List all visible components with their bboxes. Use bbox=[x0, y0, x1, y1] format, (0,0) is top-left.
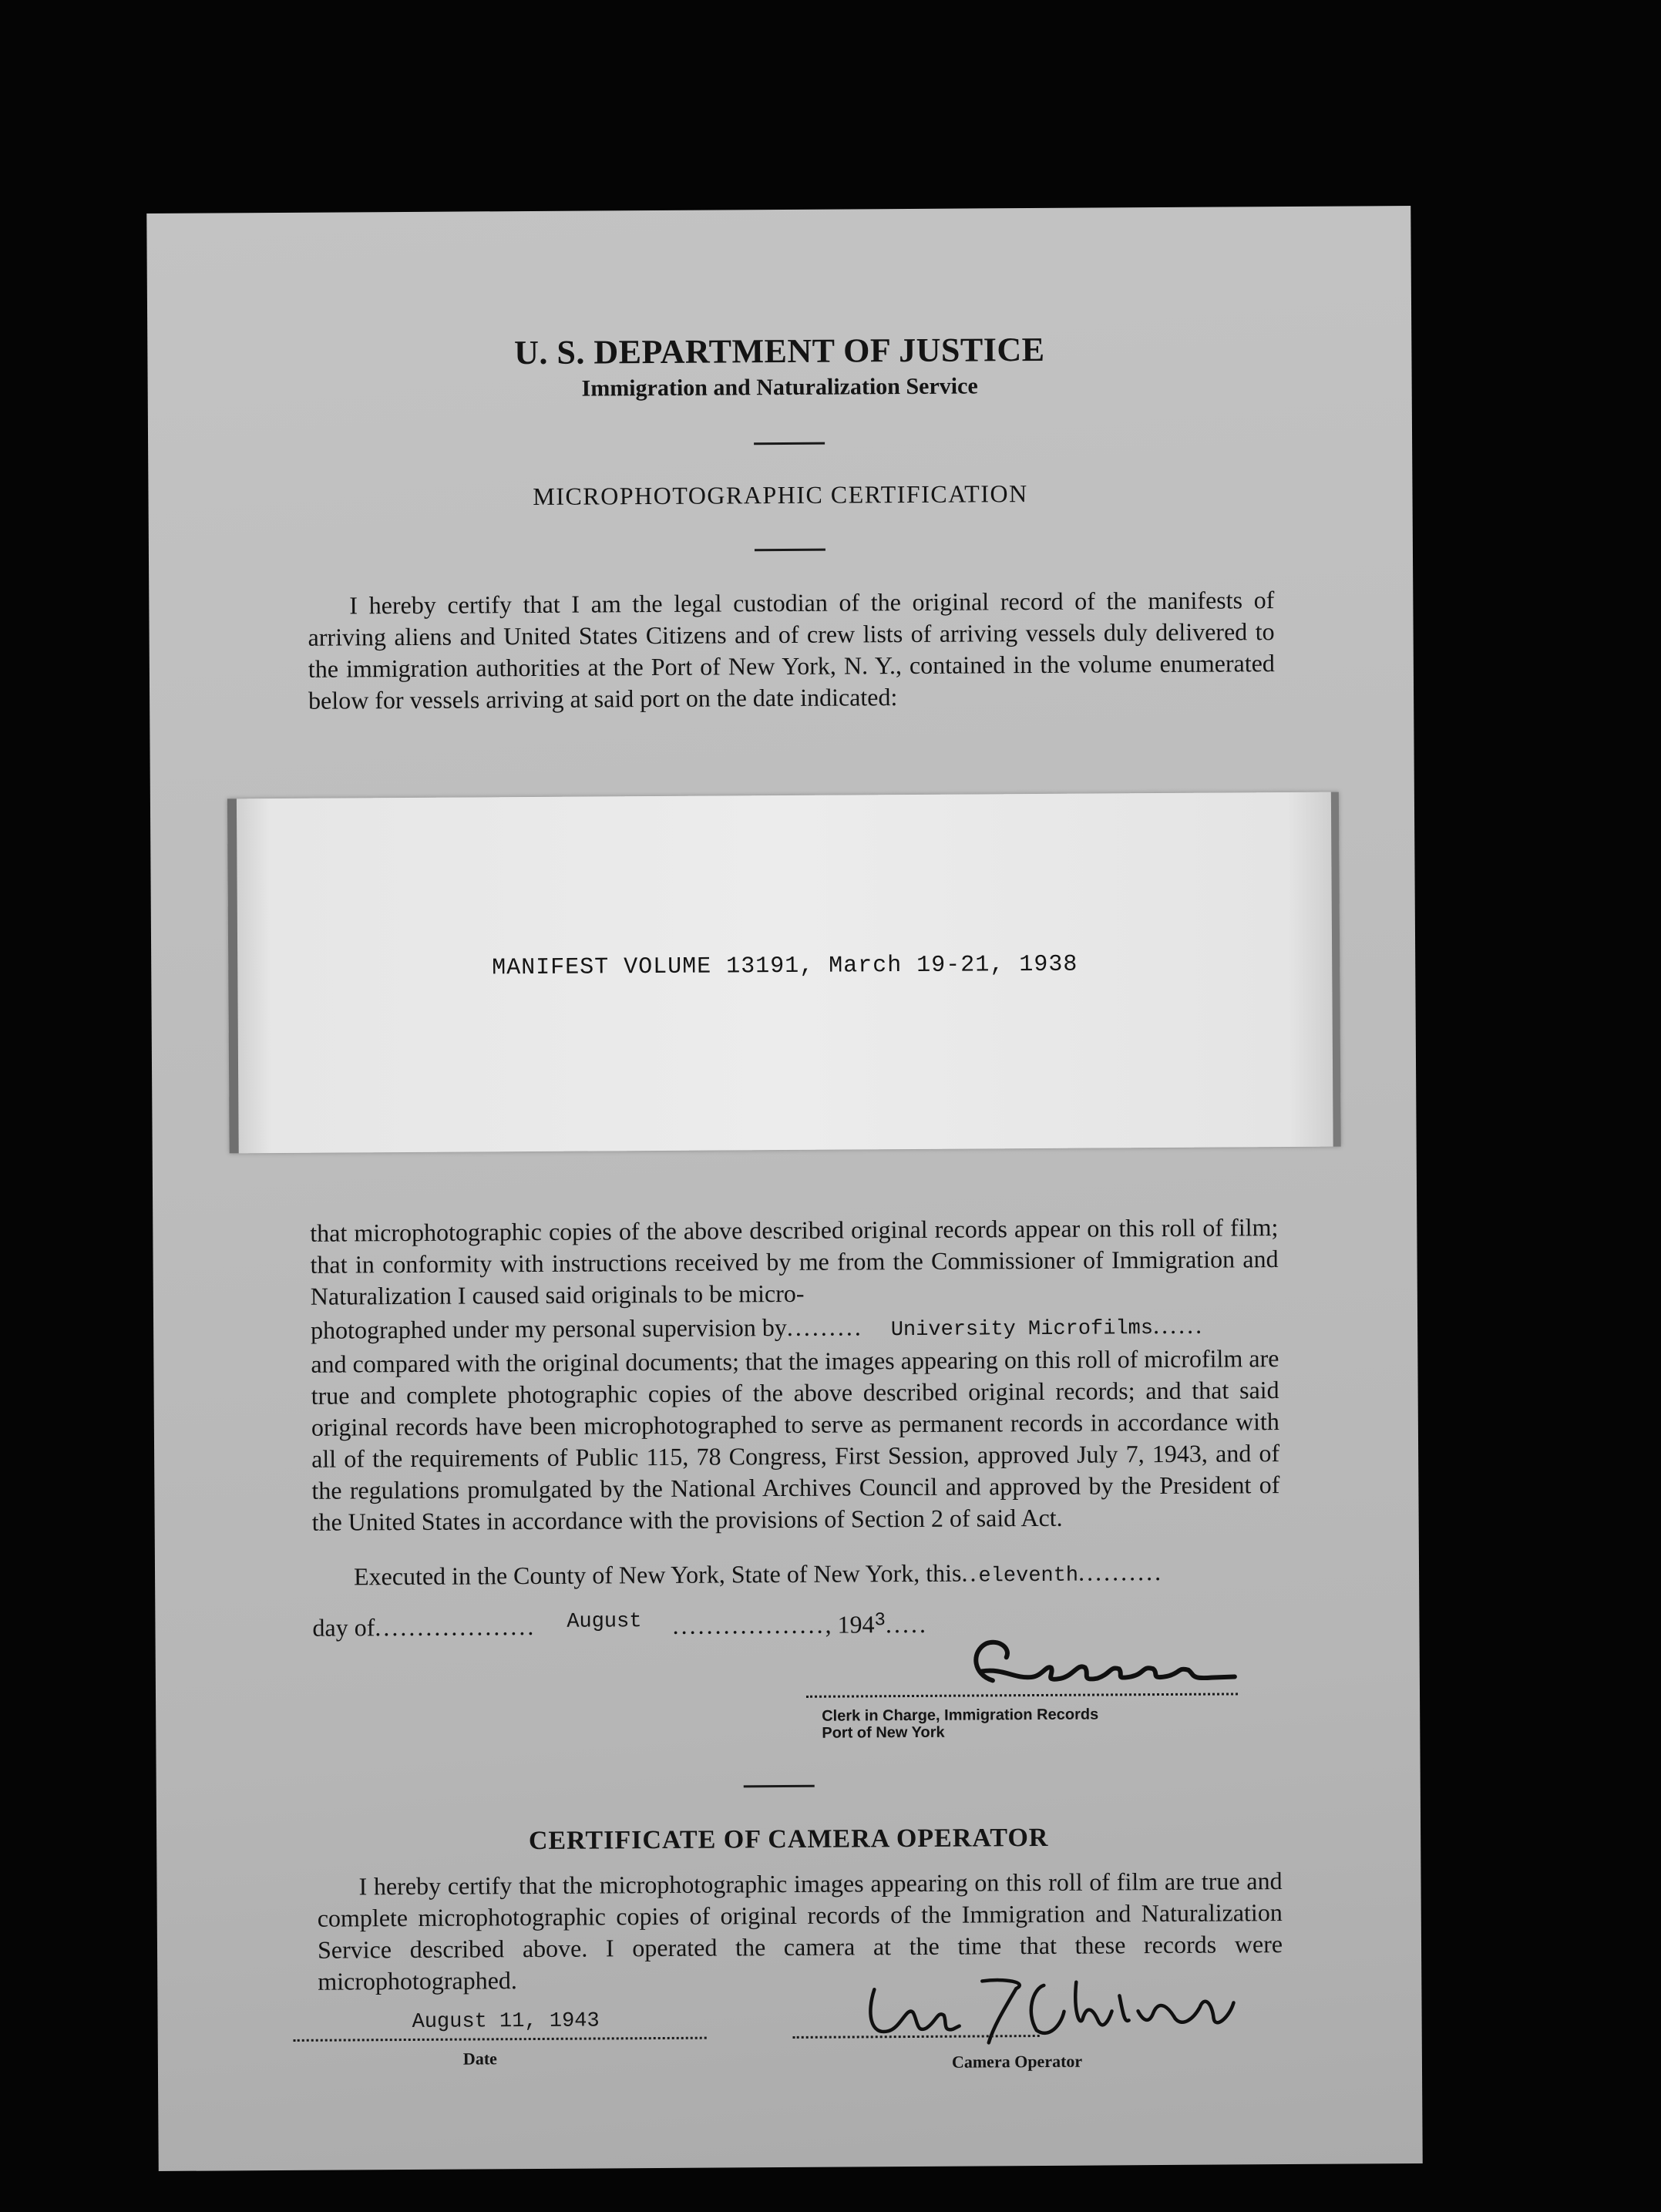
manifest-label-strip bbox=[227, 792, 1341, 1154]
certificate-sheet bbox=[146, 206, 1422, 2171]
clerk-title-line2: Port of New York bbox=[822, 1723, 945, 1742]
certification-title: MICROPHOTOGRAPHIC CERTIFICATION bbox=[533, 479, 1028, 510]
service-subheading: Immigration and Naturalization Service bbox=[581, 373, 978, 402]
date-label: Date bbox=[462, 2049, 497, 2069]
supervision-line: photographed under my personal supervision by......... University Microfilms...... bbox=[311, 1310, 1205, 1344]
executed-line: Executed in the County of New York, State of New York, this..eleventh.......... bbox=[353, 1558, 1164, 1591]
manifest-volume-text: MANIFEST VOLUME 13191, March 19-21, 1938 bbox=[492, 951, 1078, 982]
operator-date-value: August 11, 1943 bbox=[412, 2009, 600, 2034]
executed-day-value: eleventh bbox=[978, 1564, 1079, 1588]
agency-heading: U. S. DEPARTMENT OF JUSTICE bbox=[514, 330, 1045, 372]
month-year-line: day of................... $^{August}$ .................., $194^3$..... bbox=[312, 1609, 929, 1642]
body-paragraph-start: that microphotographic copies of the above described original records appear on this roll of film; that in conformity with instructions received by me from the Commissioner of Immigration and Naturalization I caused said originals to be micro- bbox=[310, 1213, 1279, 1310]
camera-operator-label: Camera Operator bbox=[951, 2051, 1083, 2072]
day-of-label: day of bbox=[312, 1613, 375, 1642]
divider bbox=[754, 442, 825, 445]
clerk-title-line1: Clerk in Charge, Immigration Records bbox=[822, 1706, 1099, 1725]
month-value: August bbox=[567, 1610, 642, 1634]
camera-operator-title: CERTIFICATE OF CAMERA OPERATOR bbox=[528, 1823, 1049, 1856]
year-prefix: , 194 bbox=[825, 1610, 875, 1639]
divider bbox=[744, 1785, 815, 1788]
intro-paragraph: I hereby certify that I am the legal custodian of the original record of the manifests of arriving aliens and United States Citizens and of crew lists of arriving vessels duly delivered to the immigration authorities at the Port of New York, N. Y., contained in the volume enumerated below for vessels arriving at said port on the date indicated: bbox=[308, 586, 1275, 714]
year-value: 3 bbox=[874, 1610, 886, 1632]
supervision-filler-value: University Microfilms bbox=[890, 1317, 1154, 1343]
supervision-prefix: photographed under my personal supervision by bbox=[311, 1313, 787, 1344]
divider bbox=[755, 549, 825, 552]
executed-prefix: Executed in the County of New York, State of New York, this bbox=[353, 1558, 962, 1591]
date-line bbox=[294, 2037, 707, 2042]
body-paragraph-end: and compared with the original documents; that the images appearing on this roll of microfilm are true and complete photographic copies of the above described original records; and that said original records have been microphotographed to serve as permanent records in accordance with all of the requirements of Public 115, 78 Congress, First Session, approved July 7, 1943, and of the regulations promulgated by the National Archives Council and approved by the President of the United States in accordance with the provisions of Section 2 of said Act. bbox=[311, 1344, 1280, 1536]
camera-operator-signature bbox=[851, 1964, 1283, 2059]
camera-operator-paragraph: I hereby certify that the microphotographic images appearing on this roll of film are true and complete microphotographic copies of original records of the Immigration and Naturalization Service described above. I operated the camera at the time that these records were microphotographed. bbox=[317, 1867, 1283, 1995]
